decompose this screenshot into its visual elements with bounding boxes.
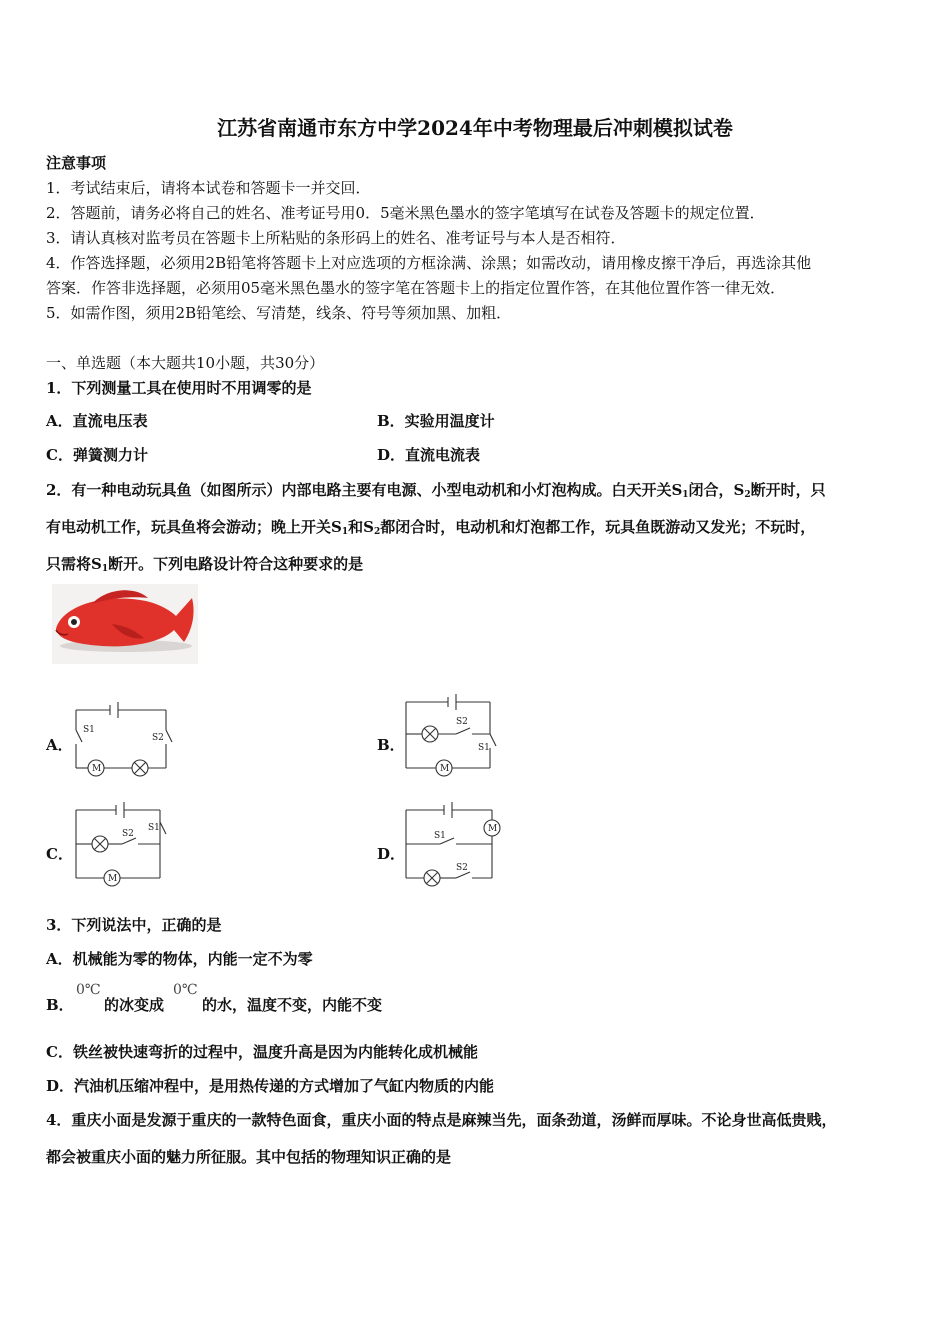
q1-stem: 1．下列测量工具在使用时不用调零的是 [46,379,312,397]
label-motor: M [108,874,118,884]
q1-option-c: C．弹簧测力计 [46,446,148,464]
note-item: 3．请认真核对监考员在答题卡上所粘贴的条形码上的姓名、准考证号与本人是否相符． [46,229,626,247]
note-item: 5．如需作图，须用2B铅笔绘、写清楚，线条、符号等须加黑、加粗． [46,304,512,322]
q3-option-c: C．铁丝被快速弯折的过程中，温度升高是因为内能转化成机械能 [46,1043,478,1061]
q3-option-b-end: 的水，温度不变，内能不变 [202,996,383,1014]
q3-temperature-2: 0℃ [173,982,198,998]
circuit-diagram-b [400,692,500,780]
q2-stem-line3: 只需将$S_1$断开。下列电路设计符合这种要求的是 [46,555,364,574]
q1-option-a: A．直流电压表 [46,412,148,430]
circuit-diagram-a [70,700,180,780]
note-item: 4．作答选择题，必须用2B铅笔将答题卡上对应选项的方框涂满、涂黑；如需改动，请用橡皮擦干净后，再选涂其他 [46,254,812,272]
notes-heading: 注意事项 [46,154,107,172]
circuit-diagram-c [70,800,170,890]
circuit-diagram-d [400,800,508,890]
label-s1: S1 [148,823,160,833]
q3-option-b-prefix: B． [46,996,74,1014]
label-s2: S2 [456,717,468,727]
q4-stem-line1: 4．重庆小面是发源于重庆的一款特色面食，重庆小面的特点是麻辣当先，面条劲道，汤鲜而厚味。不论身世高低贵贱， [46,1111,837,1129]
label-s1: S1 [478,743,490,753]
q3-option-a: A．机械能为零的物体，内能一定不为零 [46,950,313,968]
note-item: 1．考试结束后，请将本试卷和答题卡一并交回． [46,179,371,197]
note-item: 2．答题前，请务必将自己的姓名、准考证号用0．5毫米黑色墨水的签字笔填写在试卷及答题卡的规定位置． [46,204,765,222]
q3-option-b-mid: 的冰变成 [104,996,165,1014]
q2-stem-line2: 有电动机工作，玩具鱼将会游动；晚上开关$S_1$和$S_2$都闭合时，电动机和灯泡都工作，玩具鱼既游动又发光；不玩时， [46,518,816,537]
label-s2: S2 [122,829,134,839]
q4-stem-line2: 都会被重庆小面的魅力所征服。其中包括的物理知识正确的是 [46,1148,452,1166]
q3-stem: 3．下列说法中，正确的是 [46,916,222,934]
page-title: 江苏省南通市东方中学2024年中考物理最后冲刺模拟试卷 [217,116,733,140]
note-item: 答案．作答非选择题，必须用05毫米黑色墨水的签字笔在答题卡上的指定位置作答，在其他位置作答一律无效． [46,279,786,297]
q3-option-d: D．汽油机压缩冲程中，是用热传递的方式增加了气缸内物质的内能 [46,1077,495,1095]
q2-stem-line1: 2．有一种电动玩具鱼（如图所示）内部电路主要有电源、小型电动机和小灯泡构成。白天开关$S_1$闭合，$S_2$断开时，只 [46,481,826,500]
q1-option-d: D．直流电流表 [377,446,481,464]
label-s1: S1 [83,725,95,735]
label-motor: M [440,764,450,774]
label-motor: M [488,824,498,834]
label-s2: S2 [456,863,468,873]
section-heading: 一、单选题（本大题共10小题，共30分） [46,354,325,372]
label-motor: M [92,764,102,774]
toy-fish-image [52,584,198,664]
q2-option-c-label: C． [46,845,73,863]
q2-option-b-label: B． [377,736,405,754]
q2-option-a-label: A． [46,736,73,754]
q3-temperature-1: 0℃ [76,982,101,998]
label-s2: S2 [152,733,164,743]
q2-option-d-label: D． [377,845,406,863]
label-s1: S1 [434,831,446,841]
q1-option-b: B．实验用温度计 [377,412,495,430]
